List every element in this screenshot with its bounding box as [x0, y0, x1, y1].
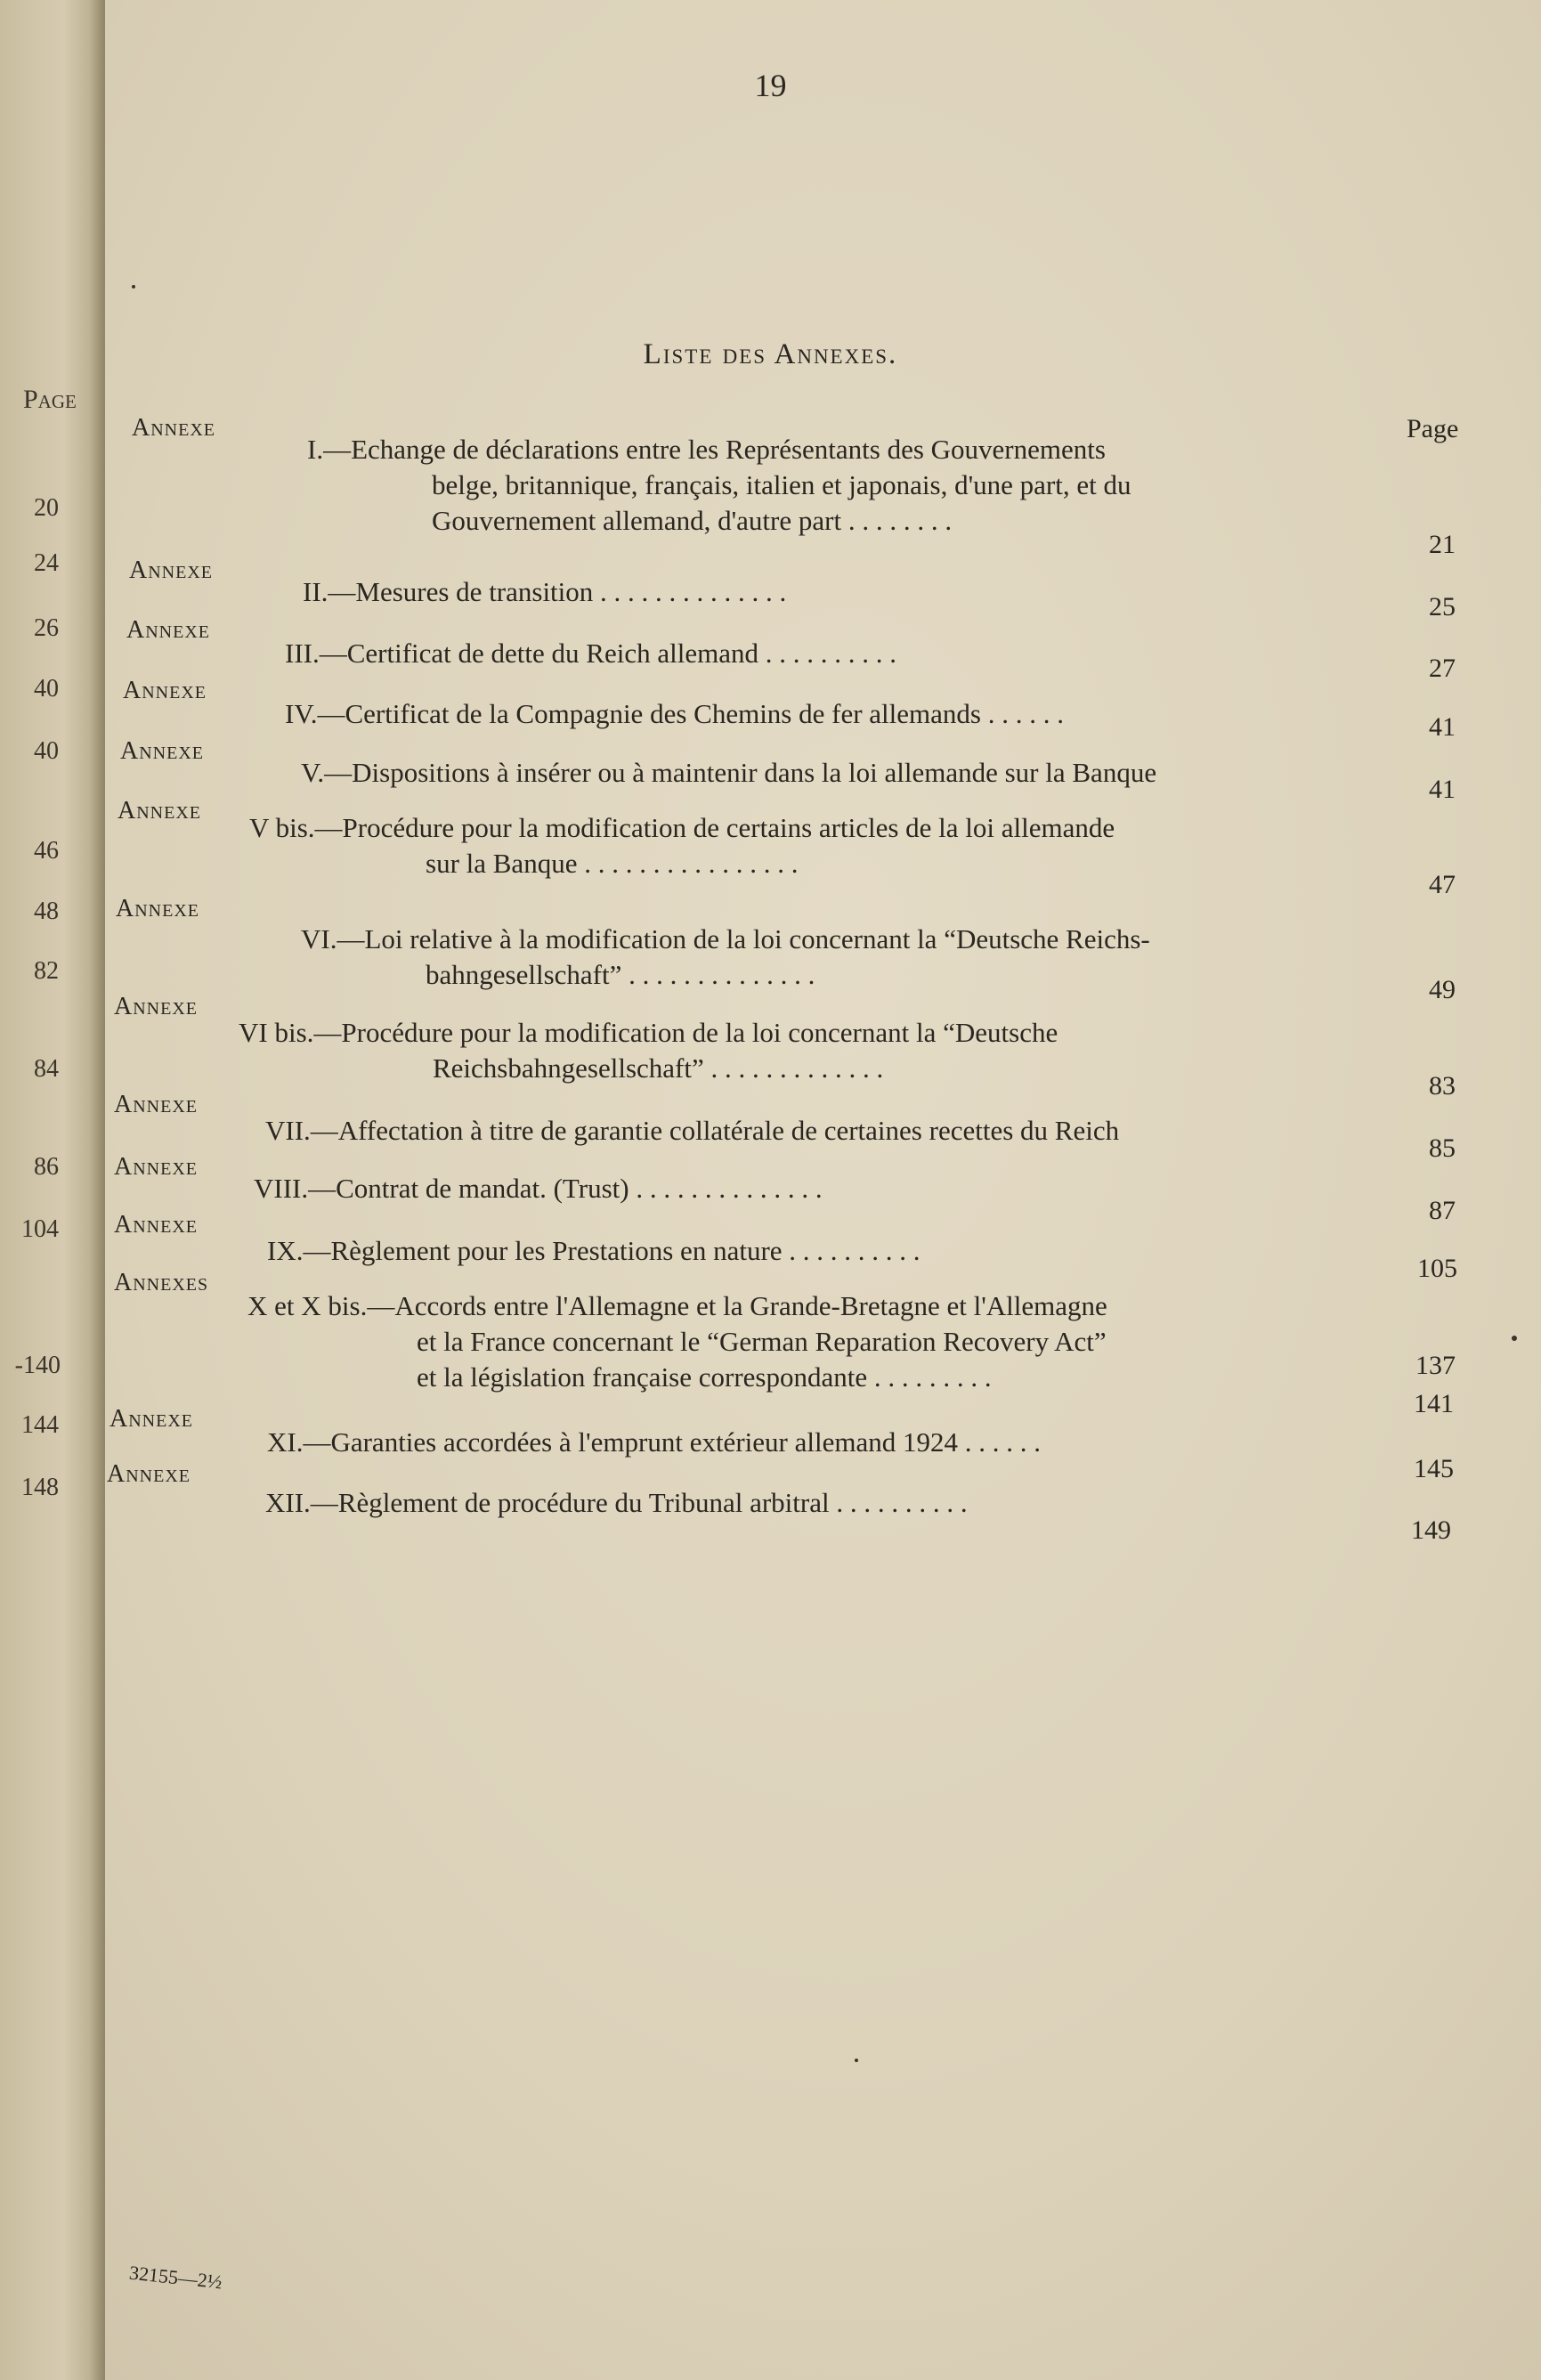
- printer-code: 32155—2½: [128, 2261, 223, 2294]
- annex-description: [265, 1113, 1119, 1149]
- annex-description: [265, 1485, 968, 1521]
- margin-number: 46: [34, 837, 59, 865]
- margin-number: 40: [34, 737, 59, 765]
- description-line: III.—Certificat de dette du Reich allemand . . . . . . . . . .: [285, 638, 896, 669]
- annex-description: [285, 696, 1064, 732]
- annex-description: [239, 1015, 1058, 1086]
- annex-page-number: 87: [1429, 1196, 1456, 1225]
- margin-number: 26: [34, 614, 59, 642]
- description-line: VI bis.—Procédure pour la modification de la loi concernant la “Deutsche: [239, 1017, 1058, 1048]
- annex-label: Annexes: [114, 1269, 209, 1296]
- margin-number: -140: [14, 1352, 61, 1379]
- annex-label: Annexe: [116, 895, 199, 922]
- annex-description: [267, 1233, 921, 1269]
- annex-page-number: 137: [1415, 1351, 1456, 1380]
- description-line: sur la Banque . . . . . . . . . . . . . . . .: [426, 848, 799, 879]
- annex-description: [267, 1425, 1041, 1460]
- annex-page-number: 41: [1429, 775, 1456, 804]
- annex-page-number: 21: [1429, 530, 1456, 559]
- annex-page-number: 41: [1429, 712, 1456, 742]
- annex-description: [307, 432, 1375, 539]
- description-line: XI.—Garanties accordées à l'emprunt extérieur allemand 1924 . . . . . .: [267, 1426, 1041, 1458]
- annex-description: [301, 922, 1150, 993]
- annex-label: Annexe: [114, 1153, 198, 1181]
- annex-page-number: 105: [1417, 1254, 1457, 1283]
- annex-page-number: 83: [1429, 1071, 1456, 1101]
- description-line: VII.—Affectation à titre de garantie collatérale de certaines recettes du Reich: [265, 1115, 1120, 1146]
- description-line: Reichsbahngesellschaft” . . . . . . . . . . . . .: [433, 1052, 884, 1084]
- annex-label: Annexe: [123, 677, 207, 704]
- annex-label: Annexe: [132, 414, 215, 442]
- margin-number: 84: [34, 1055, 59, 1083]
- annex-label: Annexe: [114, 993, 198, 1020]
- description-line: II.—Mesures de transition . . . . . . . . . . . . . .: [303, 576, 787, 607]
- description-line: et la législation française correspondante . . . . . . . . .: [417, 1361, 992, 1393]
- description-line: VI.—Loi relative à la modification de la loi concernant la “Deutsche Reichs-: [301, 923, 1150, 954]
- annex-page-number: 149: [1411, 1515, 1451, 1545]
- annex-page-number: 47: [1429, 870, 1456, 899]
- annex-label: Annexe: [114, 1091, 198, 1118]
- description-line: XII.—Règlement de procédure du Tribunal arbitral . . . . . . . . . .: [265, 1487, 968, 1518]
- annex-page-number: 49: [1429, 975, 1456, 1004]
- margin-number: 144: [21, 1411, 59, 1439]
- annex-label: Annexe: [126, 616, 210, 644]
- annex-description: [303, 574, 786, 610]
- annex-label: Annexe: [118, 797, 201, 824]
- annex-description: [249, 810, 1115, 881]
- margin-number: 20: [34, 494, 59, 522]
- annex-description: [285, 636, 896, 671]
- description-line: IX.—Règlement pour les Prestations en nature . . . . . . . . . .: [267, 1235, 921, 1266]
- annex-label: Annexe: [107, 1460, 191, 1488]
- ink-speck: [855, 2059, 858, 2062]
- page-title: Liste des Annexes.: [643, 338, 898, 370]
- description-line: VIII.—Contrat de mandat. (Trust) . . . . . . . . . . . . . .: [254, 1173, 823, 1204]
- annex-description: [247, 1288, 1107, 1395]
- annex-description: [301, 755, 1156, 791]
- margin-number: 104: [21, 1215, 59, 1243]
- margin-page-header: Page: [23, 385, 77, 414]
- annex-page-number: 85: [1429, 1133, 1456, 1163]
- annex-label: Annexe: [114, 1211, 198, 1239]
- annex-page-number: 145: [1414, 1454, 1454, 1483]
- annex-page-number: 27: [1429, 654, 1456, 683]
- description-line: I.—Echange de déclarations entre les Représentants des Gouvernements: [307, 434, 1106, 465]
- ink-speck: [1512, 1336, 1517, 1341]
- page-number: 19: [754, 68, 787, 103]
- description-line: IV.—Certificat de la Compagnie des Chemins de fer allemands . . . . . .: [285, 698, 1064, 729]
- description-line: et la France concernant le “German Reparation Recovery Act”: [417, 1326, 1107, 1357]
- margin-number: 148: [21, 1474, 59, 1501]
- description-line: V bis.—Procédure pour la modification de certains articles de la loi allemande: [249, 812, 1115, 843]
- annex-description: [254, 1171, 823, 1206]
- margin-number: 24: [34, 549, 59, 577]
- annex-page-number-secondary: 141: [1414, 1389, 1454, 1418]
- margin-number: 86: [34, 1153, 59, 1181]
- page-column-header: Page: [1407, 414, 1459, 443]
- description-line: bahngesellschaft” . . . . . . . . . . . . . .: [426, 959, 815, 990]
- annex-label: Annexe: [109, 1405, 193, 1433]
- annex-label: Annexe: [120, 737, 204, 765]
- description-line: Gouvernement allemand, d'autre part . . . . . . . .: [432, 505, 953, 536]
- description-line: X et X bis.—Accords entre l'Allemagne et la Grande-Bretagne et l'Allemagne: [247, 1290, 1107, 1321]
- annex-page-number: 25: [1429, 592, 1456, 621]
- annex-label: Annexe: [129, 556, 213, 584]
- margin-number: 40: [34, 675, 59, 703]
- description-line: V.—Dispositions à insérer ou à maintenir dans la loi allemande sur la Banque: [301, 757, 1157, 788]
- description-line: belge, britannique, français, italien et japonais, d'une part, et du: [432, 469, 1131, 500]
- margin-number: 48: [34, 898, 59, 925]
- margin-number: 82: [34, 957, 59, 985]
- ink-speck: [132, 285, 135, 288]
